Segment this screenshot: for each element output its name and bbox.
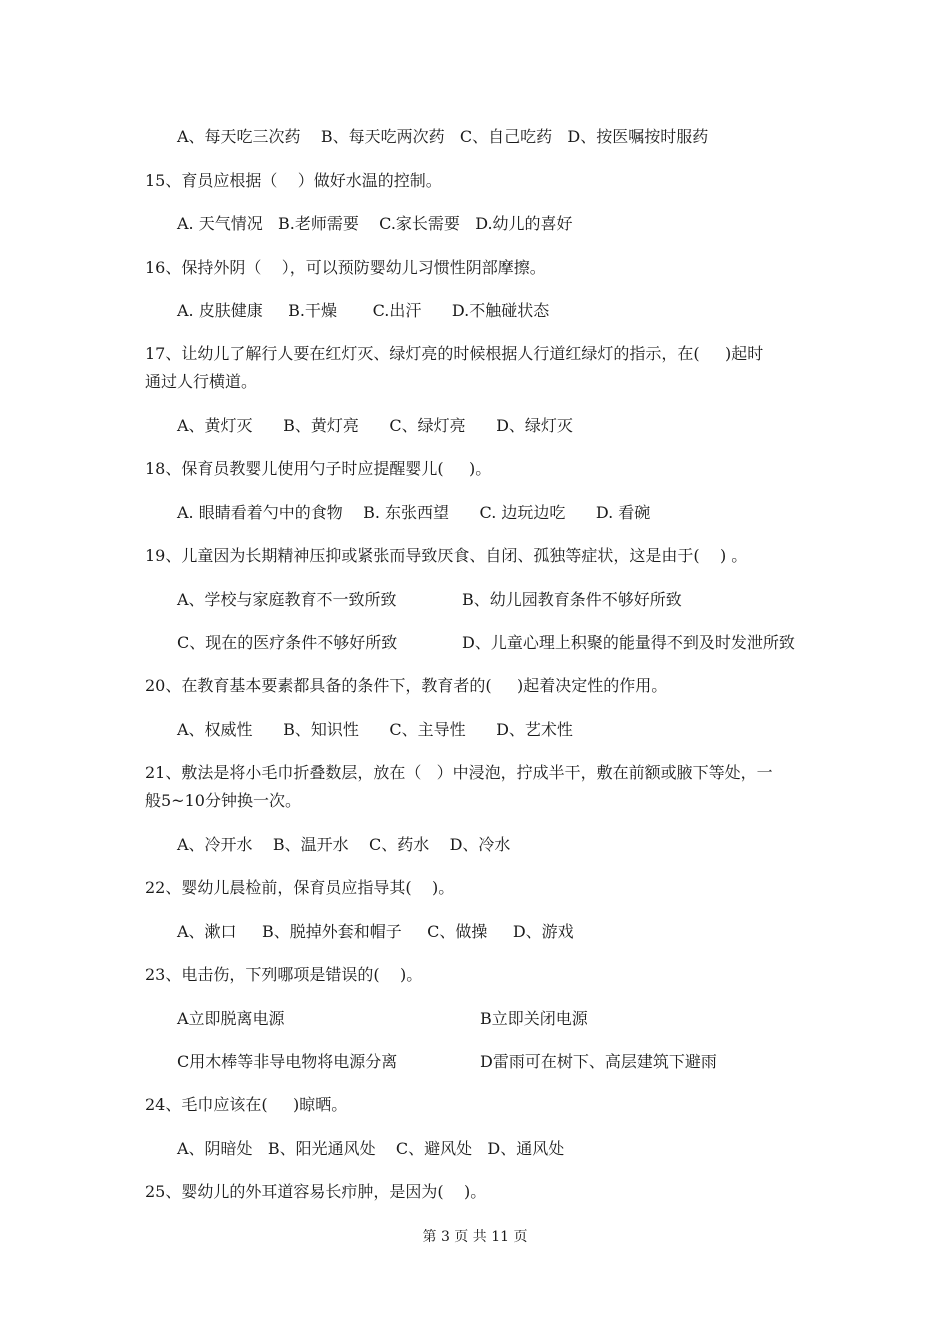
q23-option-d: D雷雨可在树下、高层建筑下避雨 xyxy=(480,1052,717,1071)
question-17-line1: 17、让幼儿了解行人要在红灯灭、绿灯亮的时候根据人行道红绿灯的指示，在( )起时 xyxy=(145,344,764,363)
q23-option-c: C用木棒等非导电物将电源分离 xyxy=(177,1052,398,1071)
question-18: 18、保育员教婴儿使用勺子时应提醒婴儿( )。 xyxy=(145,459,492,478)
q23-option-b: B立即关闭电源 xyxy=(480,1009,588,1028)
question-25: 25、婴幼儿的外耳道容易长疖肿，是因为( )。 xyxy=(145,1182,487,1201)
question-19: 19、儿童因为长期精神压抑或紧张而导致厌食、自闭、孤独等症状，这是由于( ) 。 xyxy=(145,546,748,565)
q16-options: A. 皮肤健康 B.干燥 C.出汗 D.不触碰状态 xyxy=(177,301,550,320)
question-20: 20、在教育基本要素都具备的条件下，教育者的( )起着决定性的作用。 xyxy=(145,676,668,695)
question-15: 15、育员应根据（ ）做好水温的控制。 xyxy=(145,171,442,190)
q14-options: A、每天吃三次药 B、每天吃两次药 C、自己吃药 D、按医嘱按时服药 xyxy=(177,127,709,146)
q24-options: A、阴暗处 B、阳光通风处 C、避风处 D、通风处 xyxy=(177,1139,565,1158)
question-24: 24、毛巾应该在( )晾晒。 xyxy=(145,1095,348,1114)
q21-options: A、冷开水 B、温开水 C、药水 D、冷水 xyxy=(177,835,511,854)
q18-options: A. 眼睛看着勺中的食物 B. 东张西望 C. 边玩边吃 D. 看碗 xyxy=(177,503,651,522)
q23-option-a: A立即脱离电源 xyxy=(177,1009,285,1028)
question-22: 22、婴幼儿晨检前，保育员应指导其( )。 xyxy=(145,878,455,897)
question-23: 23、电击伤，下列哪项是错误的( )。 xyxy=(145,965,423,984)
q19-option-b: B、幼儿园教育条件不够好所致 xyxy=(462,590,682,609)
page-footer: 第 3 页 共 11 页 xyxy=(422,1229,528,1245)
question-17-line2: 通过人行横道。 xyxy=(145,372,258,391)
q19-option-a: A、学校与家庭教育不一致所致 xyxy=(177,590,397,609)
q22-options: A、漱口 B、脱掉外套和帽子 C、做操 D、游戏 xyxy=(177,922,574,941)
q15-options: A. 天气情况 B.老师需要 C.家长需要 D.幼儿的喜好 xyxy=(177,214,573,233)
question-16: 16、保持外阴（ ），可以预防婴幼儿习惯性阴部摩擦。 xyxy=(145,258,546,277)
q19-option-c: C、现在的医疗条件不够好所致 xyxy=(177,633,398,652)
q20-options: A、权威性 B、知识性 C、主导性 D、艺术性 xyxy=(177,720,573,739)
q19-option-d: D、儿童心理上积聚的能量得不到及时发泄所致 xyxy=(462,633,795,652)
question-21-line2: 般5~10分钟换一次。 xyxy=(145,791,301,810)
q17-options: A、黄灯灭 B、黄灯亮 C、绿灯亮 D、绿灯灭 xyxy=(177,416,573,435)
question-21-line1: 21、敷法是将小毛巾折叠数层，放在（ ）中浸泡，拧成半干，敷在前额或腋下等处，一 xyxy=(145,763,773,782)
